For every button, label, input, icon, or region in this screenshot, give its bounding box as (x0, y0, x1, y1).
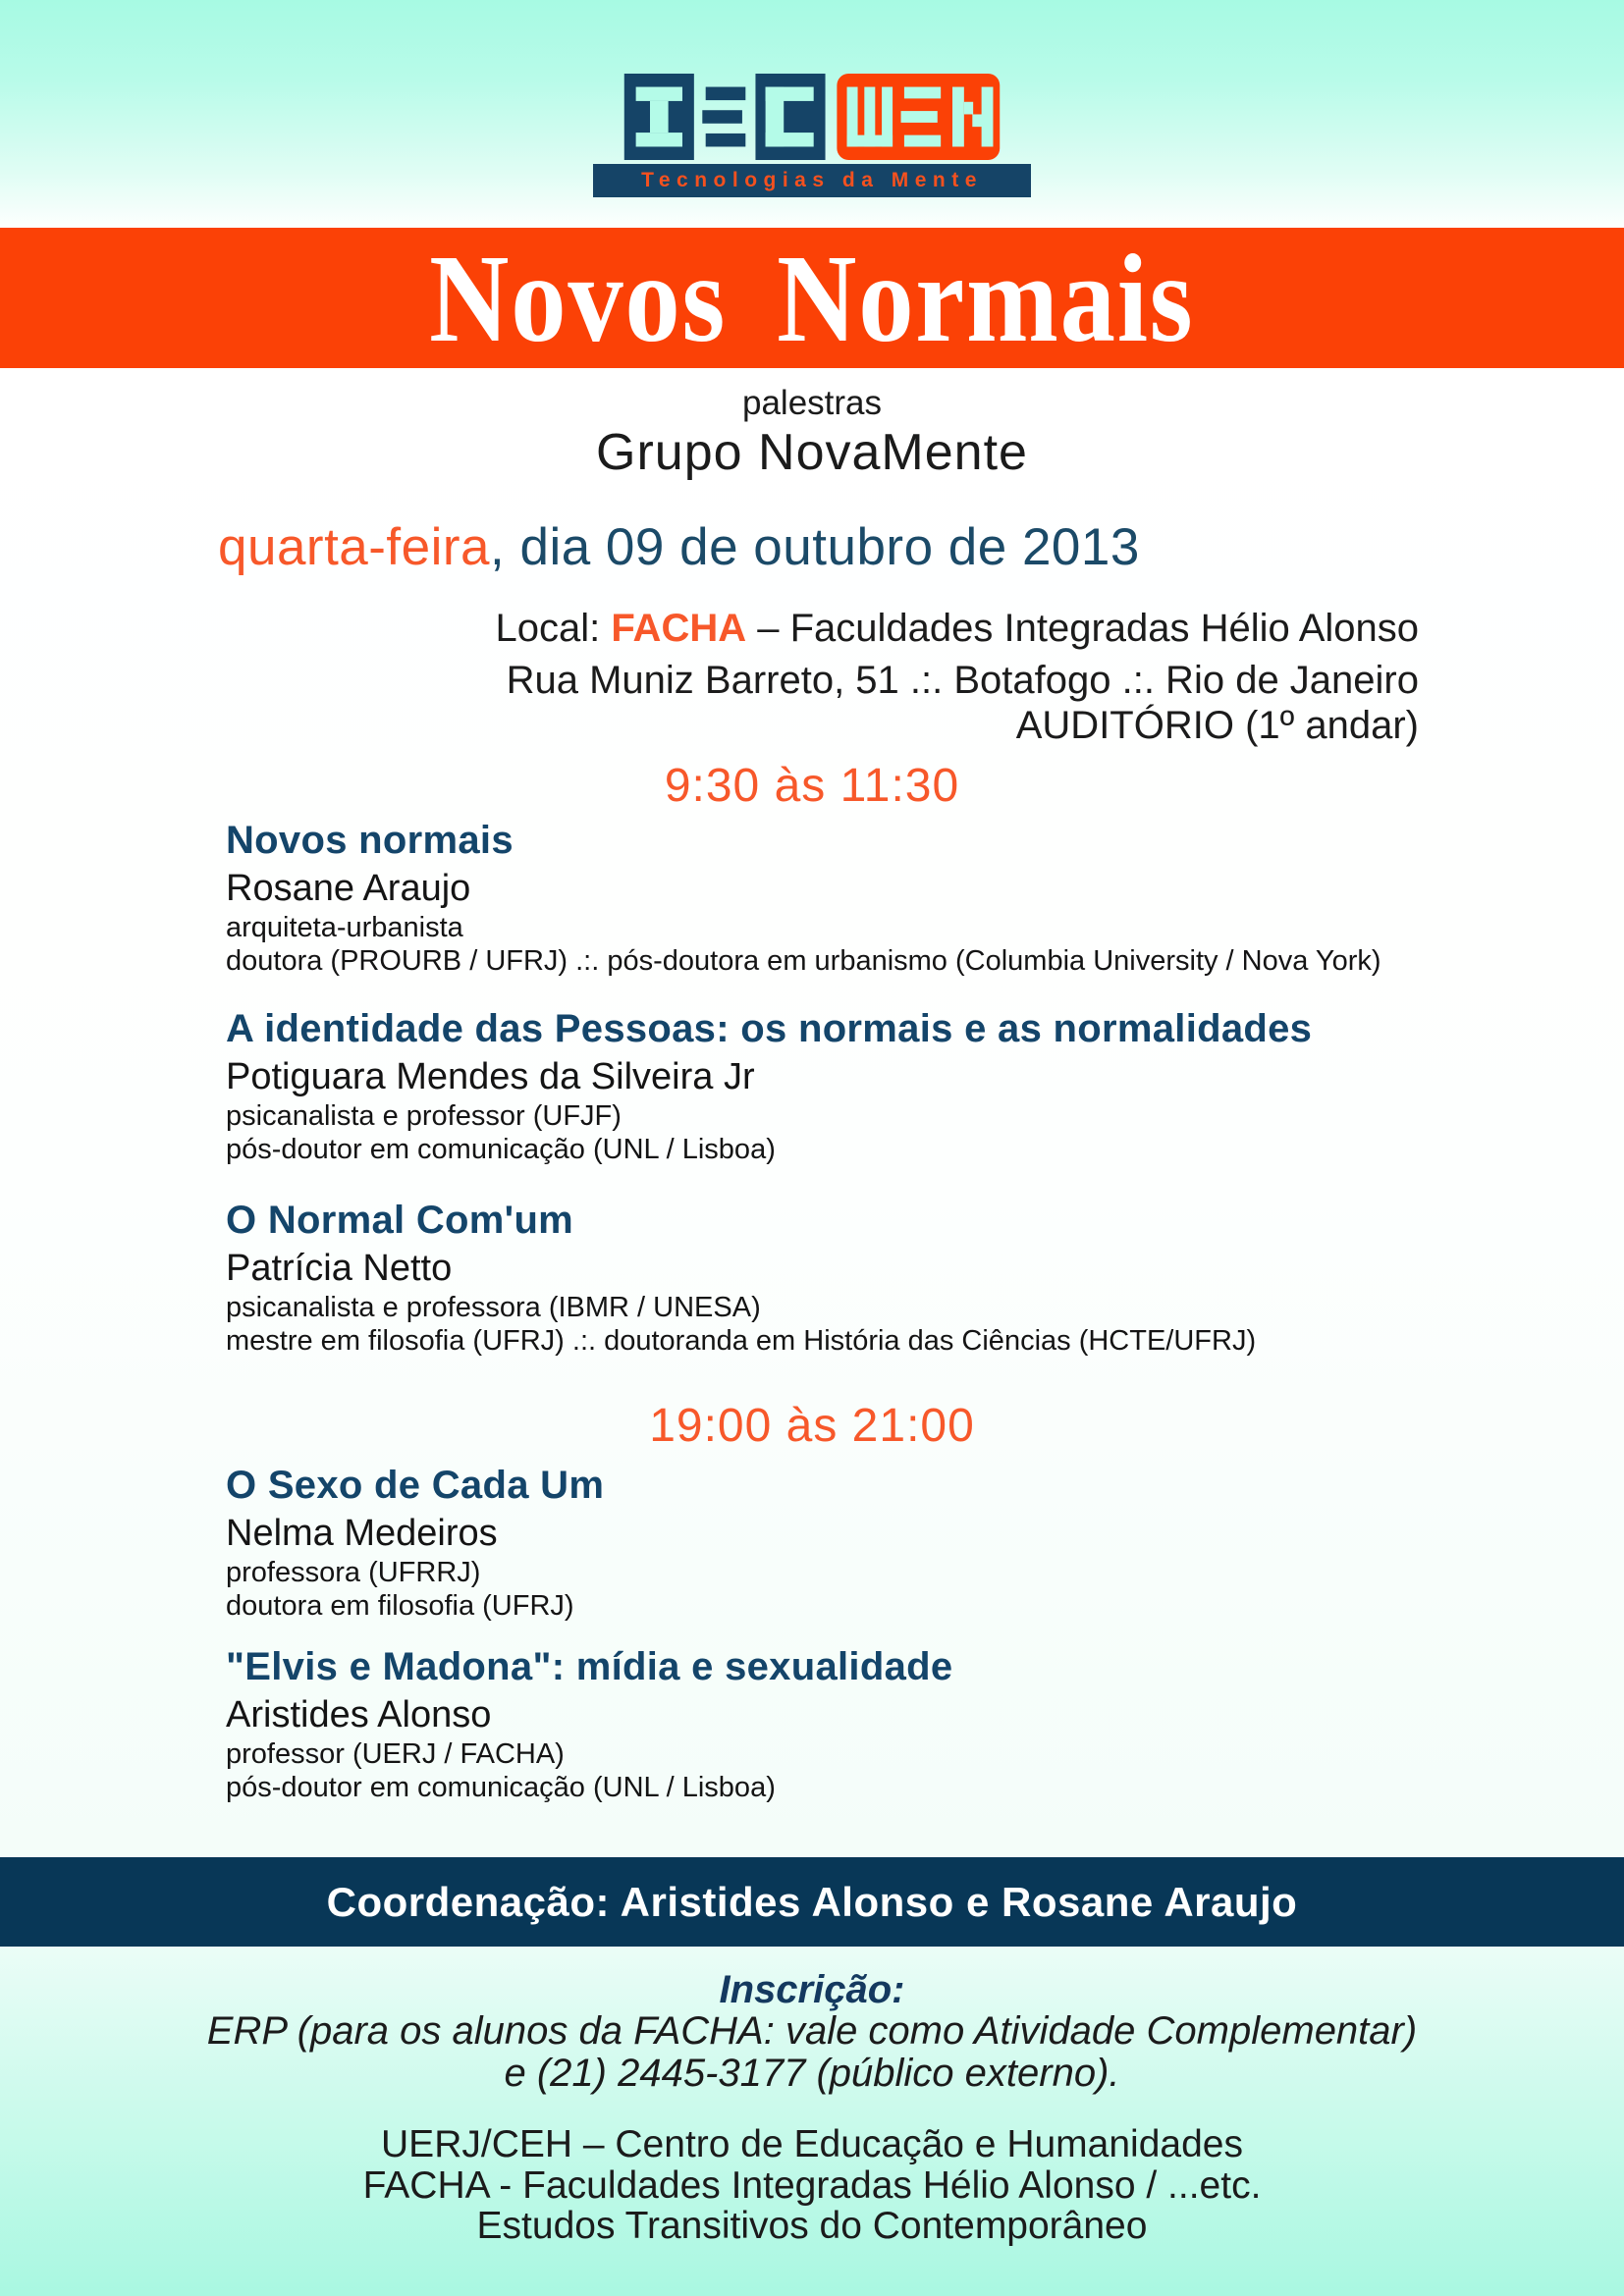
talk-title: O Sexo de Cada Um (226, 1464, 605, 1507)
talk-title: Novos normais (226, 819, 514, 862)
group-name: Grupo NovaMente (596, 424, 1028, 481)
talk-credential: arquiteta-urbanista (226, 912, 463, 943)
talk-speaker: Potiguara Mendes da Silveira Jr (226, 1056, 755, 1097)
coordination-bar (0, 1857, 1624, 1947)
talk-title: A identidade das Pessoas: os normais e as normalidades (226, 1007, 1313, 1050)
talk-credential: mestre em filosofia (UFRJ) .:. doutoranda em História das Ciências (HCTE/UFRJ) (226, 1325, 1257, 1357)
talk-title: O Normal Com'um (226, 1199, 574, 1242)
session-2-time: 19:00 às 21:00 (649, 1400, 975, 1452)
location-facha: FACHA (611, 607, 747, 650)
talk-credential: pós-doutor em comunicação (UNL / Lisboa) (226, 1134, 776, 1165)
talk-credential: doutora em filosofia (UFRJ) (226, 1590, 574, 1622)
location-line-1 (495, 607, 1419, 651)
talk-elvis-e-madona (226, 1644, 1565, 1804)
session-1-time: 9:30 às 11:30 (664, 760, 960, 812)
talk-credential: psicanalista e professora (IBMR / UNESA) (226, 1292, 761, 1323)
talk-novos-normais (226, 818, 1565, 978)
location-prefix: Local: (495, 607, 612, 650)
talk-credential: doutora (PROURB / UFRJ) .:. pós-doutora em urbanismo (Columbia University / Nova York) (226, 945, 1381, 977)
talk-speaker: Nelma Medeiros (226, 1513, 498, 1554)
talk-credential: psicanalista e professor (UFJF) (226, 1100, 622, 1132)
talk-speaker: Aristides Alonso (226, 1694, 492, 1735)
registration-line: e (21) 2445-3177 (público externo). (504, 2052, 1120, 2095)
kicker: palestras (741, 384, 883, 422)
talk-credential: professor (UERJ / FACHA) (226, 1738, 565, 1770)
talk-credential: professora (UFRRJ) (226, 1557, 481, 1588)
footer-line: FACHA - Faculdades Integradas Hélio Alonso / ...etc. (362, 2164, 1262, 2207)
footer (0, 1947, 1624, 2296)
logo-tagline: Tecnologias da Mente (641, 169, 983, 191)
tecmen-logo-pixelart (593, 74, 1031, 160)
location-suffix: – Faculdades Integradas Hélio Alonso (746, 607, 1419, 650)
title-banner (0, 228, 1624, 368)
talk-speaker: Rosane Araujo (226, 868, 471, 909)
event-date (218, 517, 1140, 577)
logo-tagline-bar (593, 164, 1031, 197)
header (0, 0, 1624, 228)
event-weekday: quarta-feira (218, 518, 491, 576)
footer-line: UERJ/CEH – Centro de Educação e Humanidades (381, 2123, 1243, 2165)
talk-title: "Elvis e Madona": mídia e sexualidade (226, 1645, 953, 1688)
talk-speaker: Patrícia Netto (226, 1248, 453, 1289)
registration-line: ERP (para os alunos da FACHA: vale como Atividade Complementar) (206, 2009, 1418, 2053)
program (0, 368, 1624, 1857)
talk-o-normal-comum (226, 1198, 1565, 1358)
talk-identidade-das-pessoas (226, 1006, 1565, 1166)
talk-credential: pós-doutor em comunicação (UNL / Lisboa) (226, 1772, 776, 1803)
coordination-text: Coordenação: Aristides Alonso e Rosane Araujo (326, 1878, 1298, 1925)
footer-line: Estudos Transitivos do Contemporâneo (476, 2205, 1148, 2247)
location-line-2: Rua Muniz Barreto, 51 .:. Botafogo .:. Rio de Janeiro (506, 659, 1419, 702)
location-line-3: AUDITÓRIO (1º andar) (1015, 704, 1419, 747)
registration-heading: Inscrição: (719, 1968, 905, 2011)
talk-o-sexo-de-cada-um (226, 1463, 1565, 1623)
tecmen-logo (593, 74, 1031, 197)
event-date-rest: , dia 09 de outubro de 2013 (490, 518, 1140, 576)
event-title: Novos Normais (429, 228, 1195, 368)
